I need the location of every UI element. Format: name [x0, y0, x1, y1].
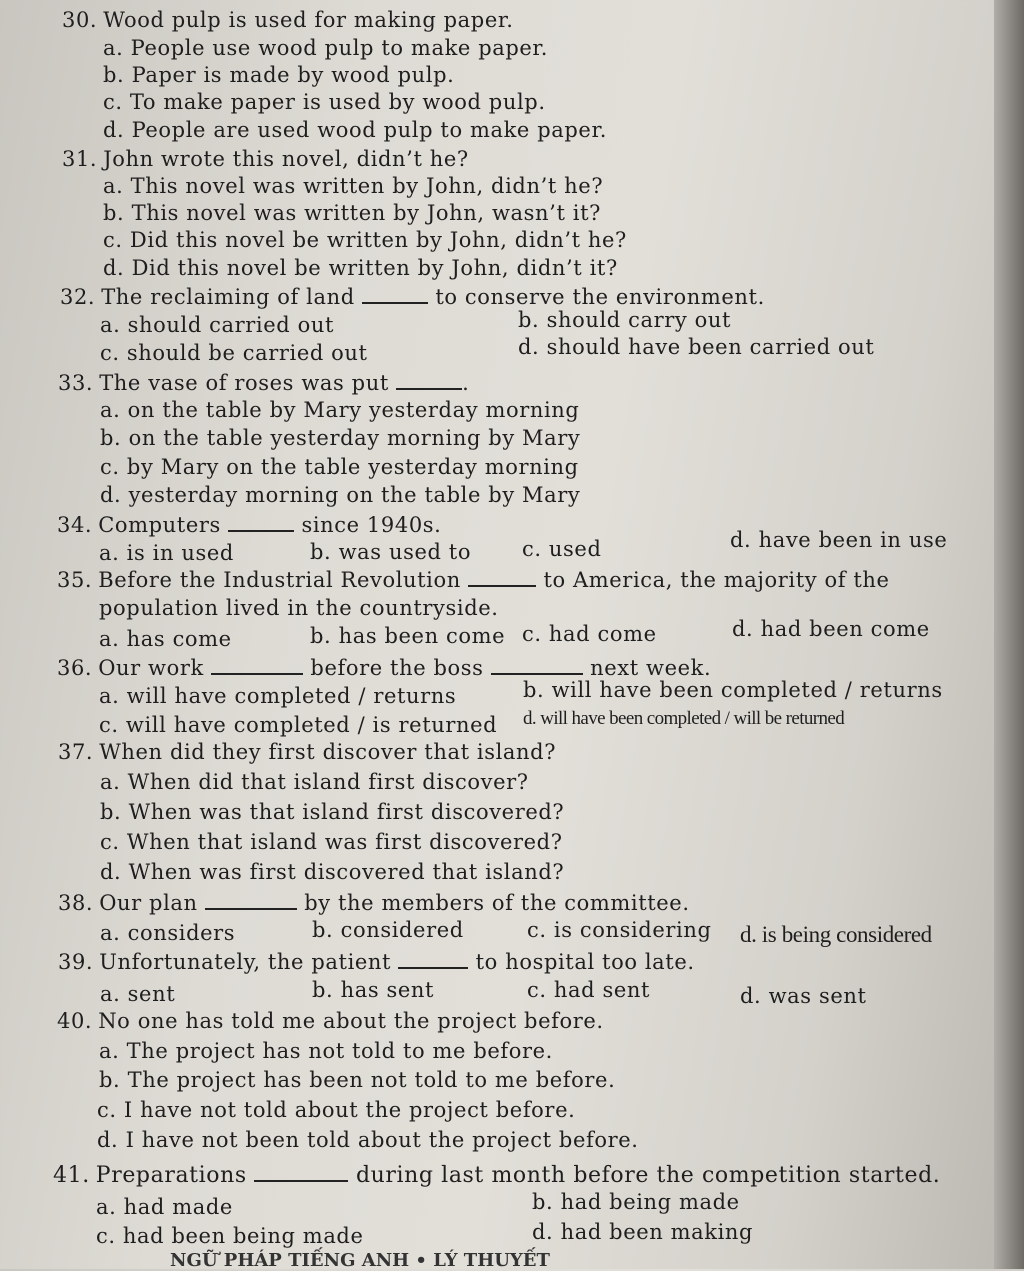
option-37b: b. When was that island first discovered?	[100, 800, 565, 824]
option-33a: a. on the table by Mary yesterday morning	[100, 398, 580, 422]
option-31a: a. This novel was written by John, didn’t he?	[103, 174, 604, 198]
option-34a: a. is in used	[99, 541, 234, 565]
option-35d: d. had been come	[732, 617, 930, 641]
answer-blank	[205, 890, 297, 910]
question-30	[62, 8, 513, 32]
option-37c: c. When that island was first discovered?	[100, 830, 563, 854]
option-41d: d. had been making	[532, 1220, 754, 1244]
question-text: No one has told me about the project before.	[98, 1009, 604, 1033]
option-39a: a. sent	[100, 982, 176, 1006]
option-34b: b. was used to	[310, 540, 472, 564]
question-39	[58, 949, 695, 974]
option-30b: b. Paper is made by wood pulp.	[103, 63, 455, 87]
question-38	[58, 890, 690, 915]
option-41a: a. had made	[96, 1195, 233, 1219]
question-32	[60, 284, 765, 309]
question-number: 30.	[62, 8, 98, 32]
option-33d: d. yesterday morning on the table by Mary	[100, 483, 581, 507]
question-text-start: Our plan	[99, 891, 198, 915]
option-32c: c. should be carried out	[100, 341, 368, 365]
question-36	[57, 655, 711, 680]
question-number: 36.	[57, 656, 93, 680]
option-38a: a. considers	[100, 921, 236, 945]
question-number: 31.	[62, 147, 98, 171]
answer-blank	[362, 284, 428, 304]
option-37a: a. When did that island first discover?	[100, 770, 529, 794]
option-38b: b. considered	[312, 918, 464, 942]
question-text-end: to hospital too late.	[475, 950, 695, 974]
question-text-end: during last month before the competition started.	[355, 1163, 941, 1188]
option-30d: d. People are used wood pulp to make paper.	[103, 118, 608, 142]
option-36a: a. will have completed / returns	[99, 684, 457, 708]
question-text-start: Computers	[98, 513, 221, 537]
question-text: When did they first discover that island?	[99, 740, 557, 764]
question-number: 33.	[58, 371, 94, 395]
option-34c: c. used	[522, 537, 602, 561]
option-30c: c. To make paper is used by wood pulp.	[103, 90, 546, 114]
question-text-middle: before the boss	[310, 656, 484, 680]
question-41	[53, 1162, 940, 1188]
question-35-continued: population lived in the countryside.	[99, 596, 499, 620]
question-text-end: to America, the majority of the	[543, 568, 890, 592]
question-text-start: Unfortunately, the patient	[99, 950, 392, 974]
option-34d: d. have been in use	[730, 528, 948, 552]
question-34	[57, 512, 441, 537]
option-36c: c. will have completed / is returned	[99, 713, 498, 737]
question-number: 40.	[57, 1009, 93, 1033]
question-33	[58, 370, 469, 395]
option-30a: a. People use wood pulp to make paper.	[103, 36, 549, 60]
question-number: 35.	[57, 568, 93, 592]
option-40d: d. I have not been told about the project before.	[97, 1128, 639, 1152]
option-33b: b. on the table yesterday morning by Mary	[100, 426, 581, 450]
option-31c: c. Did this novel be written by John, didn’t he?	[103, 228, 627, 252]
question-text-end: by the members of the committee.	[304, 891, 690, 915]
option-35a: a. has come	[99, 627, 232, 651]
question-text-start: The reclaiming of land	[101, 285, 355, 309]
option-36d: d. will have been completed / will be returned	[523, 708, 845, 729]
page-footer: NGỮ PHÁP TIẾNG ANH • LÝ THUYẾT	[170, 1250, 550, 1271]
question-number: 37.	[58, 740, 94, 764]
question-text-start: Our work	[98, 656, 204, 680]
answer-blank	[396, 370, 462, 390]
option-38d: d. is being considered	[740, 922, 932, 947]
option-39c: c. had sent	[527, 978, 651, 1002]
option-36b: b. will have been completed / returns	[523, 678, 943, 702]
question-number: 32.	[60, 285, 96, 309]
question-text-end: since 1940s.	[301, 513, 442, 537]
question-37	[58, 740, 556, 764]
question-number: 39.	[58, 950, 94, 974]
question-number: 34.	[57, 513, 93, 537]
question-text-end: .	[462, 371, 470, 395]
option-37d: d. When was first discovered that island?	[100, 860, 565, 884]
option-33c: c. by Mary on the table yesterday morning	[100, 455, 579, 479]
option-41c: c. had been being made	[96, 1224, 364, 1248]
option-32a: a. should carried out	[100, 313, 335, 337]
question-text-end: next week.	[590, 656, 712, 680]
option-40a: a. The project has not told to me before.	[99, 1039, 553, 1063]
answer-blank	[254, 1162, 348, 1182]
page-edge-shadow	[994, 0, 1024, 1269]
option-35b: b. has been come	[310, 624, 506, 648]
question-40	[57, 1009, 604, 1033]
answer-blank-2	[491, 655, 583, 675]
option-31d: d. Did this novel be written by John, didn’t it?	[103, 256, 618, 280]
question-text: John wrote this novel, didn’t he?	[103, 147, 469, 171]
option-40b: b. The project has been not told to me before.	[99, 1068, 616, 1092]
question-text-start: The vase of roses was put	[99, 371, 389, 395]
option-32d: d. should have been carried out	[518, 335, 875, 359]
option-39b: b. has sent	[312, 978, 435, 1002]
option-41b: b. had being made	[532, 1190, 740, 1214]
answer-blank	[398, 949, 468, 969]
question-text-end: to conserve the environment.	[435, 285, 765, 309]
option-38c: c. is considering	[527, 918, 712, 942]
option-35c: c. had come	[522, 622, 657, 646]
question-text-start: Before the Industrial Revolution	[98, 568, 461, 592]
question-number: 38.	[58, 891, 94, 915]
answer-blank	[228, 512, 294, 532]
option-31b: b. This novel was written by John, wasn’t it?	[103, 201, 601, 225]
option-40c: c. I have not told about the project before.	[97, 1098, 576, 1122]
answer-blank-1	[211, 655, 303, 675]
question-35	[57, 567, 890, 592]
question-number: 41.	[53, 1163, 90, 1188]
answer-blank	[468, 567, 536, 587]
question-31	[62, 147, 469, 171]
question-text-start: Preparations	[95, 1163, 247, 1188]
question-text: Wood pulp is used for making paper.	[103, 8, 514, 32]
option-32b: b. should carry out	[518, 308, 732, 332]
option-39d: d. was sent	[740, 984, 867, 1008]
